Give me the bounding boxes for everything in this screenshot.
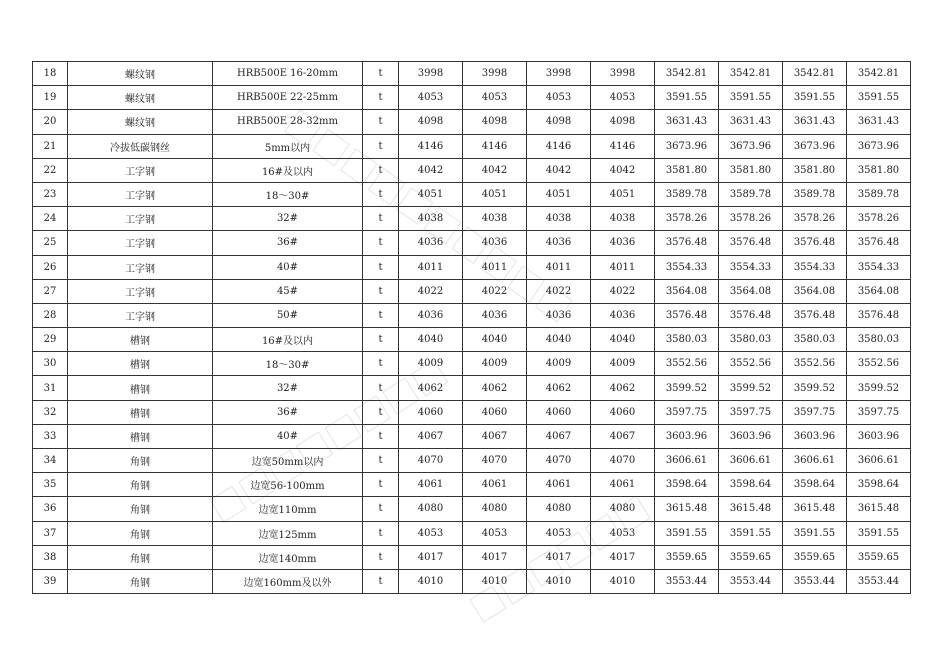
price-g-cell: 3673.96: [783, 134, 847, 158]
price-f-cell: 3576.48: [719, 231, 783, 255]
price-a-cell: 4067: [399, 424, 463, 448]
price-a-cell: 4040: [399, 328, 463, 352]
price-f-cell: 3603.96: [719, 424, 783, 448]
row-number-cell: 29: [33, 328, 68, 352]
table-row: [33, 182, 911, 206]
price-c-cell: 4042: [527, 158, 591, 182]
material-name-cell: 工字钢: [68, 303, 213, 327]
row-number-cell: 38: [33, 545, 68, 569]
price-g-cell: 3631.43: [783, 110, 847, 134]
unit-cell: t: [363, 182, 399, 206]
specification-cell: 边宽50mm以内: [213, 449, 363, 473]
price-c-cell: 4067: [527, 424, 591, 448]
price-c-cell: 3998: [527, 62, 591, 86]
price-e-cell: 3578.26: [655, 207, 719, 231]
unit-cell: t: [363, 110, 399, 134]
price-d-cell: 4053: [591, 86, 655, 110]
price-d-cell: 4070: [591, 449, 655, 473]
unit-cell: t: [363, 400, 399, 424]
specification-cell: 边宽140mm: [213, 545, 363, 569]
unit-cell: t: [363, 303, 399, 327]
price-d-cell: 4010: [591, 569, 655, 593]
material-name-cell: 工字钢: [68, 279, 213, 303]
price-g-cell: 3578.26: [783, 207, 847, 231]
specification-cell: 18～30#: [213, 352, 363, 376]
row-number-cell: 23: [33, 182, 68, 206]
price-a-cell: 4010: [399, 569, 463, 593]
price-f-cell: 3564.08: [719, 279, 783, 303]
price-h-cell: 3554.33: [847, 255, 911, 279]
price-h-cell: 3580.03: [847, 328, 911, 352]
price-f-cell: 3554.33: [719, 255, 783, 279]
specification-cell: 45#: [213, 279, 363, 303]
price-c-cell: 4009: [527, 352, 591, 376]
unit-cell: t: [363, 328, 399, 352]
price-a-cell: 4060: [399, 400, 463, 424]
price-b-cell: 4010: [463, 569, 527, 593]
price-b-cell: 4036: [463, 231, 527, 255]
price-e-cell: 3576.48: [655, 231, 719, 255]
unit-cell: t: [363, 352, 399, 376]
price-e-cell: 3599.52: [655, 376, 719, 400]
material-name-cell: 工字钢: [68, 231, 213, 255]
price-d-cell: 4011: [591, 255, 655, 279]
price-a-cell: 4070: [399, 449, 463, 473]
price-f-cell: 3599.52: [719, 376, 783, 400]
price-b-cell: 4053: [463, 521, 527, 545]
price-d-cell: 4017: [591, 545, 655, 569]
price-c-cell: 4038: [527, 207, 591, 231]
specification-cell: HRB500E 28-32mm: [213, 110, 363, 134]
specification-cell: 边宽56-100mm: [213, 473, 363, 497]
price-h-cell: 3542.81: [847, 62, 911, 86]
price-g-cell: 3599.52: [783, 376, 847, 400]
price-h-cell: 3553.44: [847, 569, 911, 593]
price-e-cell: 3552.56: [655, 352, 719, 376]
table-row: [33, 545, 911, 569]
price-f-cell: 3576.48: [719, 303, 783, 327]
table-row: [33, 62, 911, 86]
price-g-cell: 3581.80: [783, 158, 847, 182]
price-a-cell: 4009: [399, 352, 463, 376]
price-d-cell: 4062: [591, 376, 655, 400]
price-g-cell: 3553.44: [783, 569, 847, 593]
price-c-cell: 4060: [527, 400, 591, 424]
price-g-cell: 3615.48: [783, 497, 847, 521]
unit-cell: t: [363, 497, 399, 521]
price-a-cell: 4080: [399, 497, 463, 521]
price-e-cell: 3615.48: [655, 497, 719, 521]
price-h-cell: 3591.55: [847, 86, 911, 110]
price-d-cell: 4022: [591, 279, 655, 303]
price-h-cell: 3598.64: [847, 473, 911, 497]
price-f-cell: 3606.61: [719, 449, 783, 473]
price-c-cell: 4017: [527, 545, 591, 569]
price-d-cell: 4040: [591, 328, 655, 352]
price-g-cell: 3559.65: [783, 545, 847, 569]
specification-cell: 40#: [213, 255, 363, 279]
price-f-cell: 3591.55: [719, 521, 783, 545]
table-row: [33, 328, 911, 352]
price-h-cell: 3631.43: [847, 110, 911, 134]
price-b-cell: 4022: [463, 279, 527, 303]
price-f-cell: 3559.65: [719, 545, 783, 569]
price-d-cell: 4042: [591, 158, 655, 182]
table-row: [33, 569, 911, 593]
price-e-cell: 3581.80: [655, 158, 719, 182]
price-e-cell: 3591.55: [655, 86, 719, 110]
price-h-cell: 3603.96: [847, 424, 911, 448]
table-row: [33, 207, 911, 231]
price-c-cell: 4010: [527, 569, 591, 593]
price-h-cell: 3615.48: [847, 497, 911, 521]
unit-cell: t: [363, 207, 399, 231]
specification-cell: 边宽110mm: [213, 497, 363, 521]
unit-cell: t: [363, 255, 399, 279]
specification-cell: 16#及以内: [213, 158, 363, 182]
price-b-cell: 4009: [463, 352, 527, 376]
price-b-cell: 4036: [463, 303, 527, 327]
price-c-cell: 4146: [527, 134, 591, 158]
price-f-cell: 3598.64: [719, 473, 783, 497]
price-b-cell: 4060: [463, 400, 527, 424]
specification-cell: 边宽160mm及以外: [213, 569, 363, 593]
price-f-cell: 3631.43: [719, 110, 783, 134]
table-row: [33, 279, 911, 303]
price-e-cell: 3559.65: [655, 545, 719, 569]
unit-cell: t: [363, 473, 399, 497]
price-e-cell: 3591.55: [655, 521, 719, 545]
price-d-cell: 4036: [591, 231, 655, 255]
price-b-cell: 4061: [463, 473, 527, 497]
price-b-cell: 4070: [463, 449, 527, 473]
price-c-cell: 4040: [527, 328, 591, 352]
price-a-cell: 4053: [399, 86, 463, 110]
table-row: [33, 110, 911, 134]
price-d-cell: 4060: [591, 400, 655, 424]
price-h-cell: 3606.61: [847, 449, 911, 473]
price-g-cell: 3597.75: [783, 400, 847, 424]
price-a-cell: 4098: [399, 110, 463, 134]
price-b-cell: 4040: [463, 328, 527, 352]
price-h-cell: 3578.26: [847, 207, 911, 231]
price-b-cell: 4146: [463, 134, 527, 158]
price-g-cell: 3598.64: [783, 473, 847, 497]
table-row: [33, 497, 911, 521]
price-a-cell: 4036: [399, 231, 463, 255]
row-number-cell: 27: [33, 279, 68, 303]
price-g-cell: 3603.96: [783, 424, 847, 448]
row-number-cell: 33: [33, 424, 68, 448]
price-e-cell: 3580.03: [655, 328, 719, 352]
price-g-cell: 3591.55: [783, 521, 847, 545]
price-h-cell: 3599.52: [847, 376, 911, 400]
row-number-cell: 20: [33, 110, 68, 134]
row-number-cell: 39: [33, 569, 68, 593]
price-h-cell: 3581.80: [847, 158, 911, 182]
price-a-cell: 4022: [399, 279, 463, 303]
price-b-cell: 4053: [463, 86, 527, 110]
price-e-cell: 3553.44: [655, 569, 719, 593]
price-a-cell: 4017: [399, 545, 463, 569]
unit-cell: t: [363, 449, 399, 473]
price-f-cell: 3553.44: [719, 569, 783, 593]
price-e-cell: 3542.81: [655, 62, 719, 86]
material-name-cell: 槽钢: [68, 376, 213, 400]
table-row: [33, 303, 911, 327]
price-g-cell: 3580.03: [783, 328, 847, 352]
row-number-cell: 35: [33, 473, 68, 497]
price-b-cell: 4080: [463, 497, 527, 521]
material-name-cell: 角钢: [68, 545, 213, 569]
price-e-cell: 3603.96: [655, 424, 719, 448]
material-name-cell: 槽钢: [68, 400, 213, 424]
price-d-cell: 4053: [591, 521, 655, 545]
table-row: [33, 473, 911, 497]
specification-cell: 18～30#: [213, 182, 363, 206]
row-number-cell: 31: [33, 376, 68, 400]
row-number-cell: 22: [33, 158, 68, 182]
unit-cell: t: [363, 86, 399, 110]
material-name-cell: 工字钢: [68, 207, 213, 231]
price-c-cell: 4022: [527, 279, 591, 303]
price-b-cell: 3998: [463, 62, 527, 86]
specification-cell: 32#: [213, 207, 363, 231]
price-e-cell: 3606.61: [655, 449, 719, 473]
price-g-cell: 3591.55: [783, 86, 847, 110]
table-row: [33, 352, 911, 376]
price-e-cell: 3631.43: [655, 110, 719, 134]
price-d-cell: 4051: [591, 182, 655, 206]
table-row: [33, 400, 911, 424]
table-row: [33, 449, 911, 473]
price-d-cell: 3998: [591, 62, 655, 86]
price-c-cell: 4061: [527, 473, 591, 497]
price-a-cell: 4051: [399, 182, 463, 206]
price-table: [32, 61, 911, 594]
material-name-cell: 螺纹钢: [68, 62, 213, 86]
price-e-cell: 3564.08: [655, 279, 719, 303]
row-number-cell: 18: [33, 62, 68, 86]
unit-cell: t: [363, 569, 399, 593]
price-b-cell: 4038: [463, 207, 527, 231]
price-a-cell: 4042: [399, 158, 463, 182]
specification-cell: 36#: [213, 400, 363, 424]
unit-cell: t: [363, 424, 399, 448]
price-g-cell: 3576.48: [783, 231, 847, 255]
unit-cell: t: [363, 158, 399, 182]
material-name-cell: 工字钢: [68, 255, 213, 279]
row-number-cell: 37: [33, 521, 68, 545]
price-b-cell: 4011: [463, 255, 527, 279]
unit-cell: t: [363, 279, 399, 303]
price-e-cell: 3597.75: [655, 400, 719, 424]
row-number-cell: 26: [33, 255, 68, 279]
price-d-cell: 4098: [591, 110, 655, 134]
material-name-cell: 螺纹钢: [68, 86, 213, 110]
price-h-cell: 3559.65: [847, 545, 911, 569]
price-g-cell: 3552.56: [783, 352, 847, 376]
price-b-cell: 4051: [463, 182, 527, 206]
price-b-cell: 4042: [463, 158, 527, 182]
table-row: [33, 424, 911, 448]
price-h-cell: 3552.56: [847, 352, 911, 376]
unit-cell: t: [363, 376, 399, 400]
material-name-cell: 冷拔低碳钢丝: [68, 134, 213, 158]
price-h-cell: 3564.08: [847, 279, 911, 303]
price-a-cell: 4036: [399, 303, 463, 327]
material-name-cell: 角钢: [68, 497, 213, 521]
row-number-cell: 36: [33, 497, 68, 521]
price-e-cell: 3598.64: [655, 473, 719, 497]
price-d-cell: 4036: [591, 303, 655, 327]
price-c-cell: 4070: [527, 449, 591, 473]
unit-cell: t: [363, 134, 399, 158]
price-f-cell: 3673.96: [719, 134, 783, 158]
price-d-cell: 4146: [591, 134, 655, 158]
material-name-cell: 槽钢: [68, 328, 213, 352]
price-a-cell: 3998: [399, 62, 463, 86]
specification-cell: HRB500E 22-25mm: [213, 86, 363, 110]
row-number-cell: 32: [33, 400, 68, 424]
price-b-cell: 4017: [463, 545, 527, 569]
price-g-cell: 3606.61: [783, 449, 847, 473]
price-g-cell: 3554.33: [783, 255, 847, 279]
price-g-cell: 3589.78: [783, 182, 847, 206]
table-row: [33, 231, 911, 255]
material-name-cell: 工字钢: [68, 182, 213, 206]
price-c-cell: 4036: [527, 231, 591, 255]
price-c-cell: 4011: [527, 255, 591, 279]
price-b-cell: 4062: [463, 376, 527, 400]
price-f-cell: 3542.81: [719, 62, 783, 86]
price-e-cell: 3589.78: [655, 182, 719, 206]
price-f-cell: 3580.03: [719, 328, 783, 352]
table-row: [33, 158, 911, 182]
row-number-cell: 28: [33, 303, 68, 327]
price-c-cell: 4062: [527, 376, 591, 400]
row-number-cell: 25: [33, 231, 68, 255]
table-row: [33, 521, 911, 545]
unit-cell: t: [363, 231, 399, 255]
price-f-cell: 3591.55: [719, 86, 783, 110]
material-name-cell: 角钢: [68, 521, 213, 545]
specification-cell: 边宽125mm: [213, 521, 363, 545]
unit-cell: t: [363, 62, 399, 86]
unit-cell: t: [363, 521, 399, 545]
price-g-cell: 3576.48: [783, 303, 847, 327]
price-f-cell: 3615.48: [719, 497, 783, 521]
table-row: [33, 134, 911, 158]
price-a-cell: 4011: [399, 255, 463, 279]
row-number-cell: 21: [33, 134, 68, 158]
price-f-cell: 3578.26: [719, 207, 783, 231]
price-c-cell: 4053: [527, 86, 591, 110]
row-number-cell: 34: [33, 449, 68, 473]
specification-cell: 40#: [213, 424, 363, 448]
price-a-cell: 4038: [399, 207, 463, 231]
price-c-cell: 4098: [527, 110, 591, 134]
table-row: [33, 86, 911, 110]
price-h-cell: 3597.75: [847, 400, 911, 424]
price-e-cell: 3576.48: [655, 303, 719, 327]
price-h-cell: 3576.48: [847, 231, 911, 255]
unit-cell: t: [363, 545, 399, 569]
price-g-cell: 3564.08: [783, 279, 847, 303]
price-f-cell: 3552.56: [719, 352, 783, 376]
price-f-cell: 3581.80: [719, 158, 783, 182]
material-name-cell: 槽钢: [68, 352, 213, 376]
price-c-cell: 4036: [527, 303, 591, 327]
material-name-cell: 角钢: [68, 449, 213, 473]
specification-cell: 5mm以内: [213, 134, 363, 158]
price-a-cell: 4146: [399, 134, 463, 158]
price-h-cell: 3589.78: [847, 182, 911, 206]
price-e-cell: 3673.96: [655, 134, 719, 158]
material-name-cell: 槽钢: [68, 424, 213, 448]
price-g-cell: 3542.81: [783, 62, 847, 86]
price-d-cell: 4080: [591, 497, 655, 521]
material-name-cell: 角钢: [68, 569, 213, 593]
material-name-cell: 螺纹钢: [68, 110, 213, 134]
table-row: [33, 255, 911, 279]
table-row: [33, 376, 911, 400]
price-c-cell: 4080: [527, 497, 591, 521]
price-c-cell: 4053: [527, 521, 591, 545]
price-a-cell: 4062: [399, 376, 463, 400]
price-f-cell: 3597.75: [719, 400, 783, 424]
price-h-cell: 3591.55: [847, 521, 911, 545]
price-d-cell: 4067: [591, 424, 655, 448]
price-c-cell: 4051: [527, 182, 591, 206]
specification-cell: 50#: [213, 303, 363, 327]
price-a-cell: 4061: [399, 473, 463, 497]
price-h-cell: 3673.96: [847, 134, 911, 158]
material-name-cell: 角钢: [68, 473, 213, 497]
specification-cell: 36#: [213, 231, 363, 255]
row-number-cell: 24: [33, 207, 68, 231]
specification-cell: 16#及以内: [213, 328, 363, 352]
price-b-cell: 4067: [463, 424, 527, 448]
price-e-cell: 3554.33: [655, 255, 719, 279]
price-h-cell: 3576.48: [847, 303, 911, 327]
price-b-cell: 4098: [463, 110, 527, 134]
row-number-cell: 19: [33, 86, 68, 110]
specification-cell: HRB500E 16-20mm: [213, 62, 363, 86]
price-d-cell: 4061: [591, 473, 655, 497]
row-number-cell: 30: [33, 352, 68, 376]
price-a-cell: 4053: [399, 521, 463, 545]
price-d-cell: 4009: [591, 352, 655, 376]
specification-cell: 32#: [213, 376, 363, 400]
material-name-cell: 工字钢: [68, 158, 213, 182]
price-f-cell: 3589.78: [719, 182, 783, 206]
price-d-cell: 4038: [591, 207, 655, 231]
